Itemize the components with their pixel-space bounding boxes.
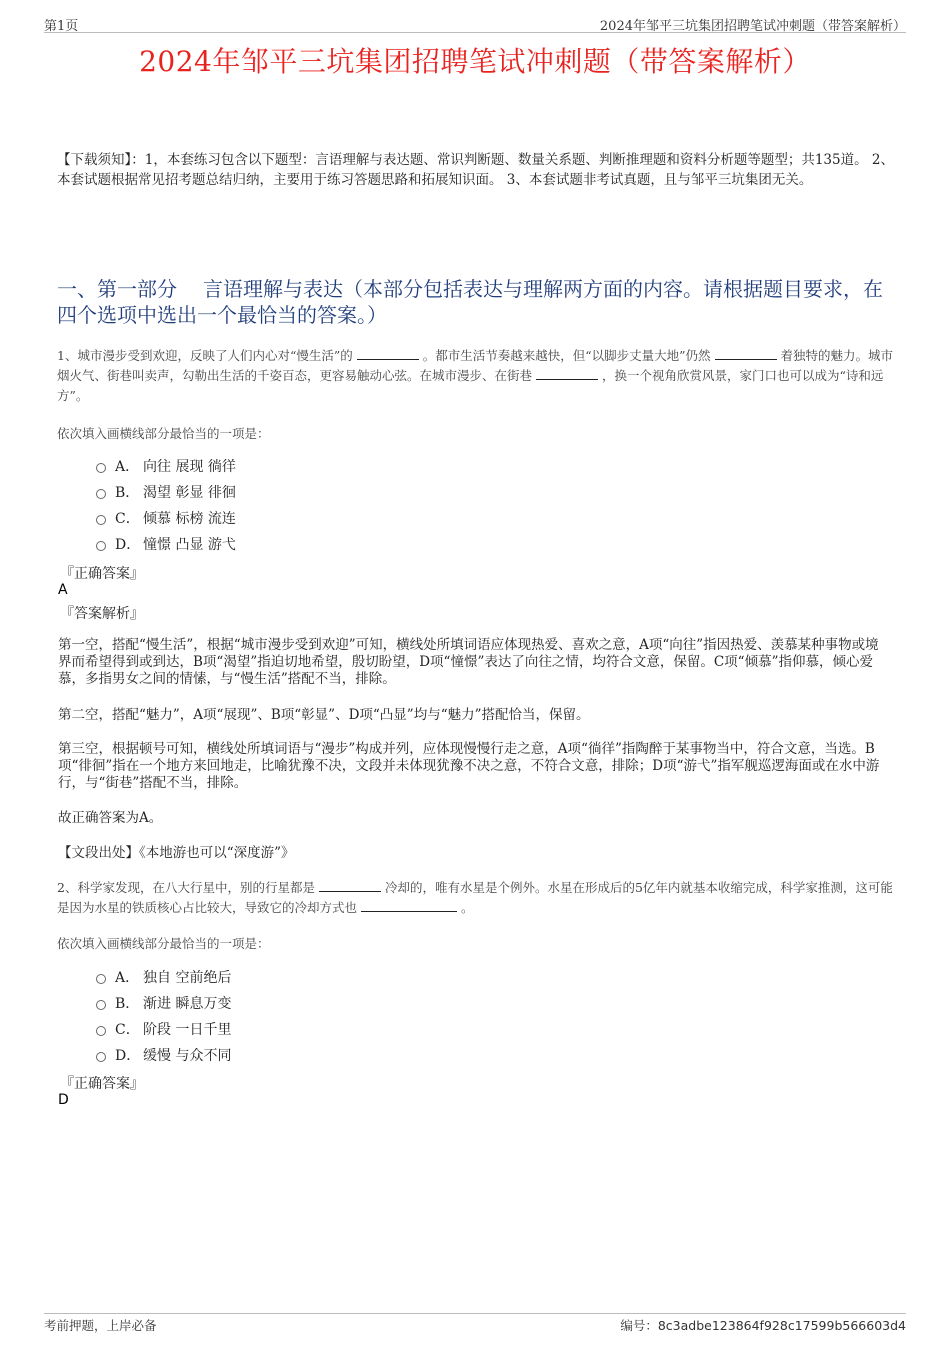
- fill-blank: [361, 899, 457, 912]
- header-doc-title: 2024年邹平三坑集团招聘笔试冲刺题（带答案解析）: [599, 19, 906, 34]
- footer-slogan: 考前押题，上岸必备: [44, 1318, 157, 1333]
- correct-answer-label: 『正确答案』: [60, 1076, 144, 1092]
- question-1-text: 1、城市漫步受到欢迎，反映了人们内心对“慢生活”的 。都市生活节奏越来越快，但“以脚步丈量大地”仍然 着独特的魅力。城市烟火气、街巷叫卖声，勾勒出生活的千姿百态，更容易触动心弦。在城市漫步、在街巷 ，换一个视角欣赏风景，家门口也可以成为“诗和远方”。: [57, 348, 894, 403]
- option-c[interactable]: C． 倾慕 标榜 流连: [96, 505, 236, 531]
- radio-icon[interactable]: [96, 489, 106, 499]
- radio-icon[interactable]: [96, 1026, 106, 1036]
- section-part: 一、第一部分: [57, 277, 177, 301]
- option-d[interactable]: D． 缓慢 与众不同: [96, 1042, 231, 1068]
- page-number: 第1页: [44, 19, 79, 34]
- radio-icon[interactable]: [96, 974, 106, 984]
- question-1-options: [96, 453, 236, 557]
- fill-blank: [715, 347, 777, 360]
- section-heading: [57, 276, 902, 328]
- option-c[interactable]: C． 阶段 一日千里: [96, 1016, 231, 1042]
- correct-answer-value: A: [58, 582, 68, 598]
- fill-blank: [357, 347, 419, 360]
- document-code: 编号：8c3adbe123864f928c17599b566603d4: [620, 1318, 906, 1333]
- question-2-options: [96, 964, 231, 1068]
- analysis-paragraph-2: 第二空，搭配“魅力”，A项“展现”、B项“彰显”、D项“凸显”均与“魅力”搭配恰当，保留。: [58, 707, 590, 723]
- radio-icon[interactable]: [96, 463, 106, 473]
- page-header: [44, 14, 906, 33]
- page-footer: [44, 1313, 906, 1333]
- radio-icon[interactable]: [96, 1052, 106, 1062]
- analysis-label: 『答案解析』: [60, 606, 144, 622]
- download-notice: 【下载须知】：1，本套练习包含以下题型：言语理解与表达题、常识判断题、数量关系题、判断推理题和资料分析题等题型；共135道。 2、本套试题根据常见招考题总结归纳，主要用于练习答题思路和拓展知识面。 3、本套试题非考试真题，且与邹平三坑集团无关。: [57, 152, 894, 188]
- analysis-conclusion: 故正确答案为A。: [58, 810, 163, 826]
- option-d[interactable]: D． 憧憬 凸显 游弋: [96, 531, 236, 557]
- correct-answer-label: 『正确答案』: [60, 566, 144, 582]
- question-2-text: 2、科学家发现，在八大行星中，别的行星都是 冷却的，唯有水星是个例外。水星在形成后的5亿年内就基本收缩完成，科学家推测，这可能是因为水星的铁质核心占比较大，导致它的冷却方式也 。: [57, 880, 893, 915]
- radio-icon[interactable]: [96, 541, 106, 551]
- option-b[interactable]: B． 渐进 瞬息万变: [96, 990, 231, 1016]
- question-1-instruction: 依次填入画横线部分最恰当的一项是：: [57, 426, 270, 441]
- source-citation: 【文段出处】《本地游也可以“深度游”》: [58, 845, 295, 861]
- question-2-instruction: 依次填入画横线部分最恰当的一项是：: [57, 936, 270, 951]
- option-a[interactable]: A． 独自 空前绝后: [96, 964, 231, 990]
- analysis-paragraph-3: 第三空，根据顿号可知，横线处所填词语与“漫步”构成并列，应体现慢慢行走之意，A项“徜徉”指陶醉于某事物当中，符合文意，当选。B项“徘徊”指在一个地方来回地走，比喻犹豫不决，文段并未体现犹豫不决之意，不符合文意，排除；D项“游弋”指军舰巡逻海面或在水中游行，与“街巷”搭配不当，排除。: [58, 741, 880, 791]
- document-title: 2024年邹平三坑集团招聘笔试冲刺题（带答案解析）: [139, 45, 811, 78]
- radio-icon[interactable]: [96, 515, 106, 525]
- correct-answer-value: D: [58, 1092, 69, 1108]
- section-description: 言语理解与表达（本部分包括表达与理解两方面的内容。请根据题目要求，在四个选项中选出一个最恰当的答案。）: [57, 277, 883, 327]
- analysis-paragraph-1: 第一空，搭配“慢生活”，根据“城市漫步受到欢迎”可知，横线处所填词语应体现热爱、喜欢之意，A项“向往”指因热爱、羡慕某种事物或境界而希望得到或到达，B项“渴望”指迫切地希望，殷切盼望，D项“憧憬”表达了向往之情，均符合文意，保留。C项“倾慕”指仰慕，倾心爱慕，多指男女之间的情愫，与“慢生活”搭配不当，排除。: [58, 637, 879, 687]
- radio-icon[interactable]: [96, 1000, 106, 1010]
- fill-blank: [319, 879, 381, 892]
- fill-blank: [536, 367, 598, 380]
- option-b[interactable]: B． 渴望 彰显 徘徊: [96, 479, 236, 505]
- option-a[interactable]: A． 向往 展现 徜徉: [96, 453, 236, 479]
